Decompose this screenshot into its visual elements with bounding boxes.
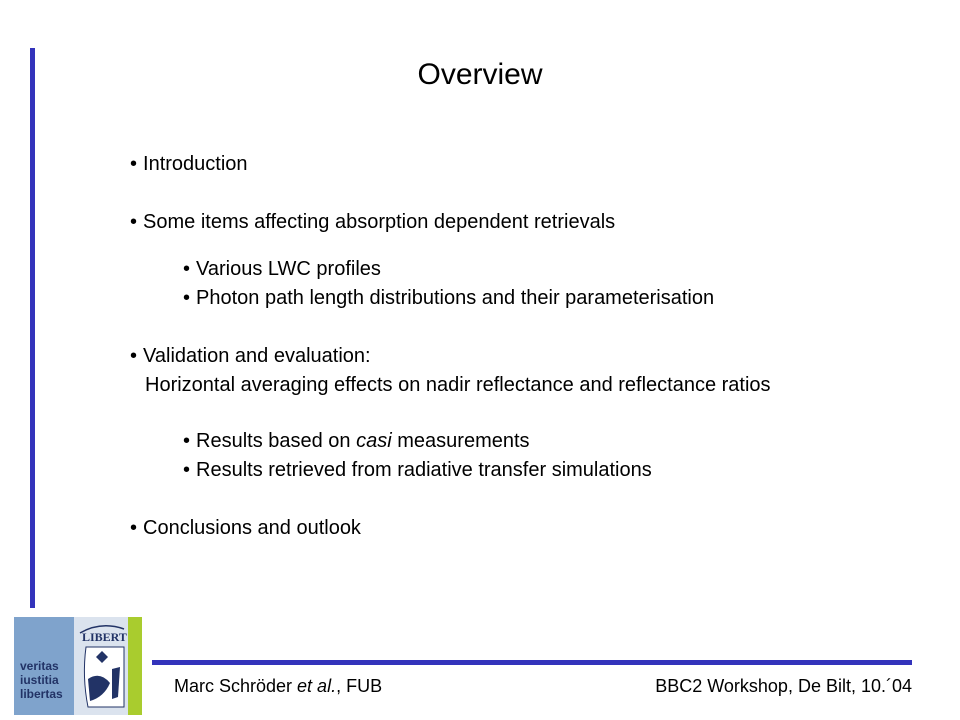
bullet-text-prefix: Results based on (196, 430, 357, 452)
bullet-text: Conclusions and outlook (143, 517, 361, 539)
bullet-validation (130, 345, 371, 368)
logo-green-stripe (128, 617, 142, 715)
logo-motto-panel (14, 617, 74, 715)
bullet-text: Various LWC profiles (196, 258, 381, 280)
logo-motto: veritas iustitia libertas (20, 659, 63, 701)
left-accent-rule (30, 48, 35, 608)
sub-bullet-lwc-profiles (183, 258, 381, 281)
bullet-text: Validation and evaluation: (143, 345, 371, 367)
sub-bullet-photon-path (183, 287, 714, 310)
sub-bullet-casi-results (183, 430, 530, 453)
bullet-text: Results retrieved from radiative transfer simulations (196, 459, 652, 481)
footer-event: BBC2 Workshop, De Bilt, 10.´04 (655, 676, 912, 696)
bullet-text-suffix: measurements (391, 430, 530, 452)
bullet-text: Some items affecting absorption dependent retrievals (143, 211, 616, 233)
seal-text: LIBERT (82, 630, 127, 644)
bullet-glyph: • (130, 153, 138, 175)
slide-title: Overview (417, 58, 543, 91)
bullet-introduction (130, 153, 248, 176)
bullet-text-emphasis: casi (356, 430, 392, 452)
bullet-glyph: • (183, 430, 191, 452)
bullet-glyph: • (130, 345, 138, 367)
bullet-glyph: • (183, 459, 191, 481)
bullet-glyph: • (130, 517, 138, 539)
bottom-accent-rule (152, 660, 912, 665)
sub-bullet-rt-simulations (183, 459, 652, 482)
footer-author: Marc Schröder et al., FUB (174, 676, 383, 696)
bullet-text: Introduction (143, 153, 248, 175)
university-logo (14, 617, 142, 715)
validation-continuation: Horizontal averaging effects on nadir reflectance and reflectance ratios (145, 374, 771, 396)
bullet-glyph: • (183, 258, 191, 280)
bullet-conclusions (130, 517, 361, 540)
bullet-text: Photon path length distributions and their parameterisation (196, 287, 715, 309)
bullet-some-items (130, 211, 615, 234)
bullet-glyph: • (130, 211, 138, 233)
bullet-glyph: • (183, 287, 191, 309)
seal-icon (74, 617, 128, 715)
